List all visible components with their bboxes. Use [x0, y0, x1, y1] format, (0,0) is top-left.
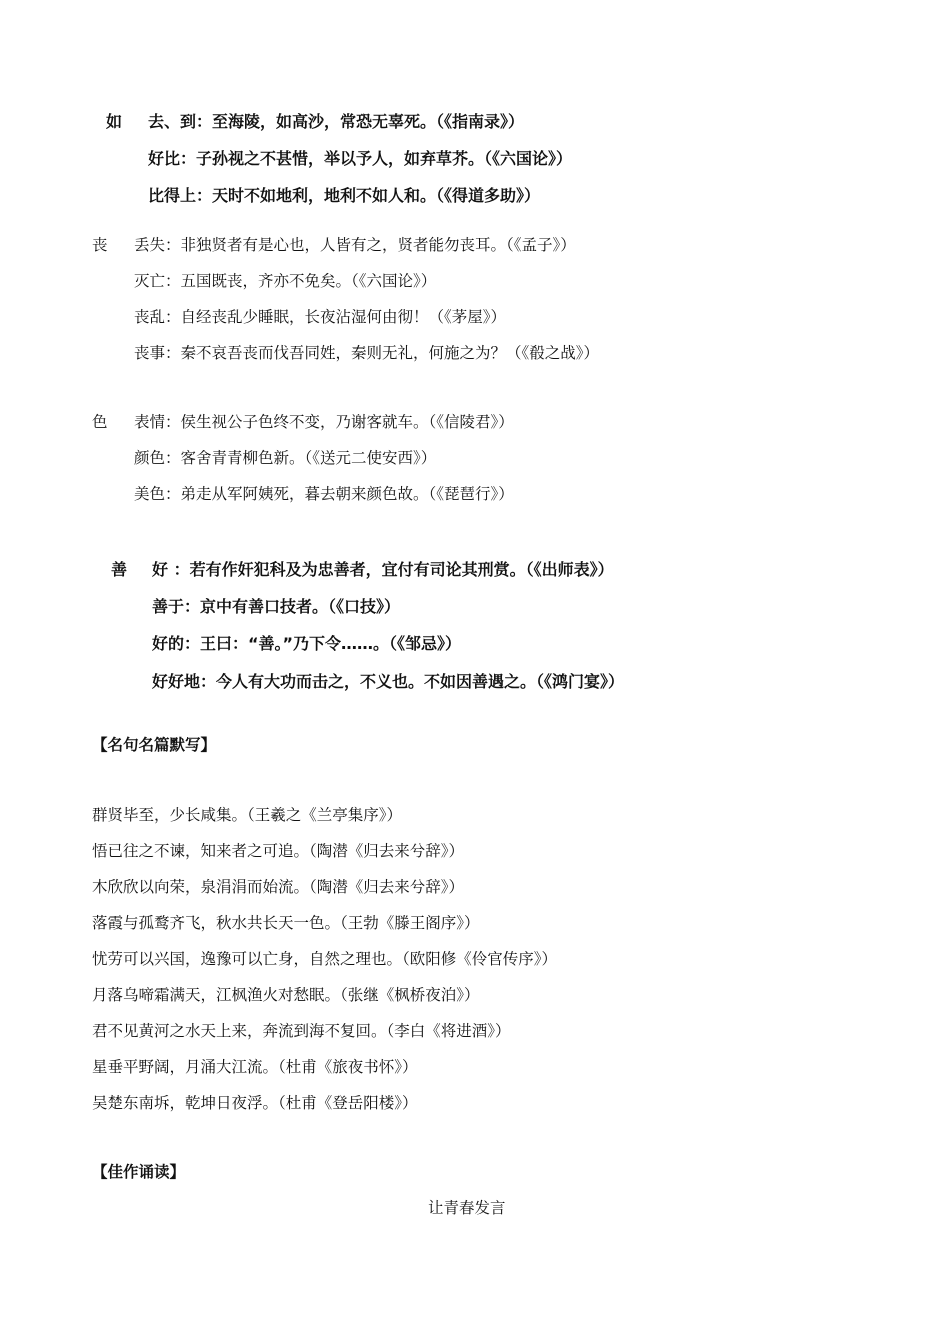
- entry-line: 美色：弟走从军阿姨死，暮去朝来颜色故。（《琵琶行》）: [134, 485, 514, 503]
- entry-line: 表情：侯生视公子色终不变，乃谢客就车。（《信陵君》）: [134, 413, 514, 431]
- entry-line: 丧乱：自经丧乱少睡眠，长夜沾湿何由彻！（《茅屋》）: [134, 308, 507, 326]
- entry-char-shan: 善: [111, 560, 128, 579]
- recitation-line: 吴楚东南坼，乾坤日夜浮。（杜甫《登岳阳楼》）: [92, 1094, 418, 1112]
- entry-char-sang: 丧: [92, 236, 108, 254]
- entry-line: 善于：京中有善口技者。（《口技》）: [152, 597, 401, 616]
- entry-line: 丢失：非独贤者有是心也，人皆有之，贤者能勿丧耳。（《孟子》）: [134, 236, 576, 254]
- recitation-line: 木欣欣以向荣，泉涓涓而始流。（陶潜《归去来兮辞》）: [92, 878, 465, 896]
- entry-line: 好比：子孙视之不甚惜，举以予人，如弃草芥。（《六国论》）: [148, 149, 573, 168]
- entry-line: 丧事：秦不哀吾丧而伐吾同姓，秦则无礼，何施之为？（《殽之战》）: [134, 344, 600, 362]
- recitation-line: 忧劳可以兴国，逸豫可以亡身，自然之理也。（欧阳修《伶官传序》）: [92, 950, 558, 968]
- entry-line: 比得上：天时不如地利，地利不如人和。（《得道多助》）: [148, 186, 541, 205]
- section-heading-reading: 【佳作诵读】: [92, 1162, 186, 1181]
- entry-line: 好的：王曰：“善。”乃下令……。（《邹忌》）: [152, 634, 462, 653]
- entry-line: 颜色：客舍青青柳色新。（《送元二使安西》）: [134, 449, 437, 467]
- essay-title: 让青春发言: [428, 1199, 506, 1217]
- entry-line: 好 ：若有作奸犯科及为忠善者，宜付有司论其刑赏。（《出师表》）: [152, 560, 614, 579]
- section-heading-recitation: 【名句名篇默写】: [92, 735, 217, 754]
- entry-line: 灭亡：五国既丧，齐亦不免矣。（《六国论》）: [134, 272, 437, 290]
- recitation-line: 落霞与孤鹜齐飞，秋水共长天一色。（王勃《滕王阁序》）: [92, 914, 480, 932]
- entry-line: 好好地：今人有大功而击之，不义也。不如因善遇之。（《鸿门宴》）: [152, 672, 625, 691]
- recitation-line: 群贤毕至，少长咸集。（王羲之《兰亭集序》）: [92, 806, 403, 824]
- recitation-line: 月落乌啼霜满天，江枫渔火对愁眠。（张继《枫桥夜泊》）: [92, 986, 480, 1004]
- recitation-line: 星垂平野阔，月涌大江流。（杜甫《旅夜书怀》）: [92, 1058, 418, 1076]
- entry-char-se: 色: [92, 413, 108, 431]
- entry-line: 去、到：至海陵，如高沙，常恐无辜死。（《指南录》）: [148, 112, 525, 131]
- recitation-line: 悟已往之不谏，知来者之可追。（陶潜《归去来兮辞》）: [92, 842, 465, 860]
- entry-char-ru: 如: [106, 112, 123, 131]
- recitation-line: 君不见黄河之水天上来，奔流到海不复回。（李白《将进酒》）: [92, 1022, 511, 1040]
